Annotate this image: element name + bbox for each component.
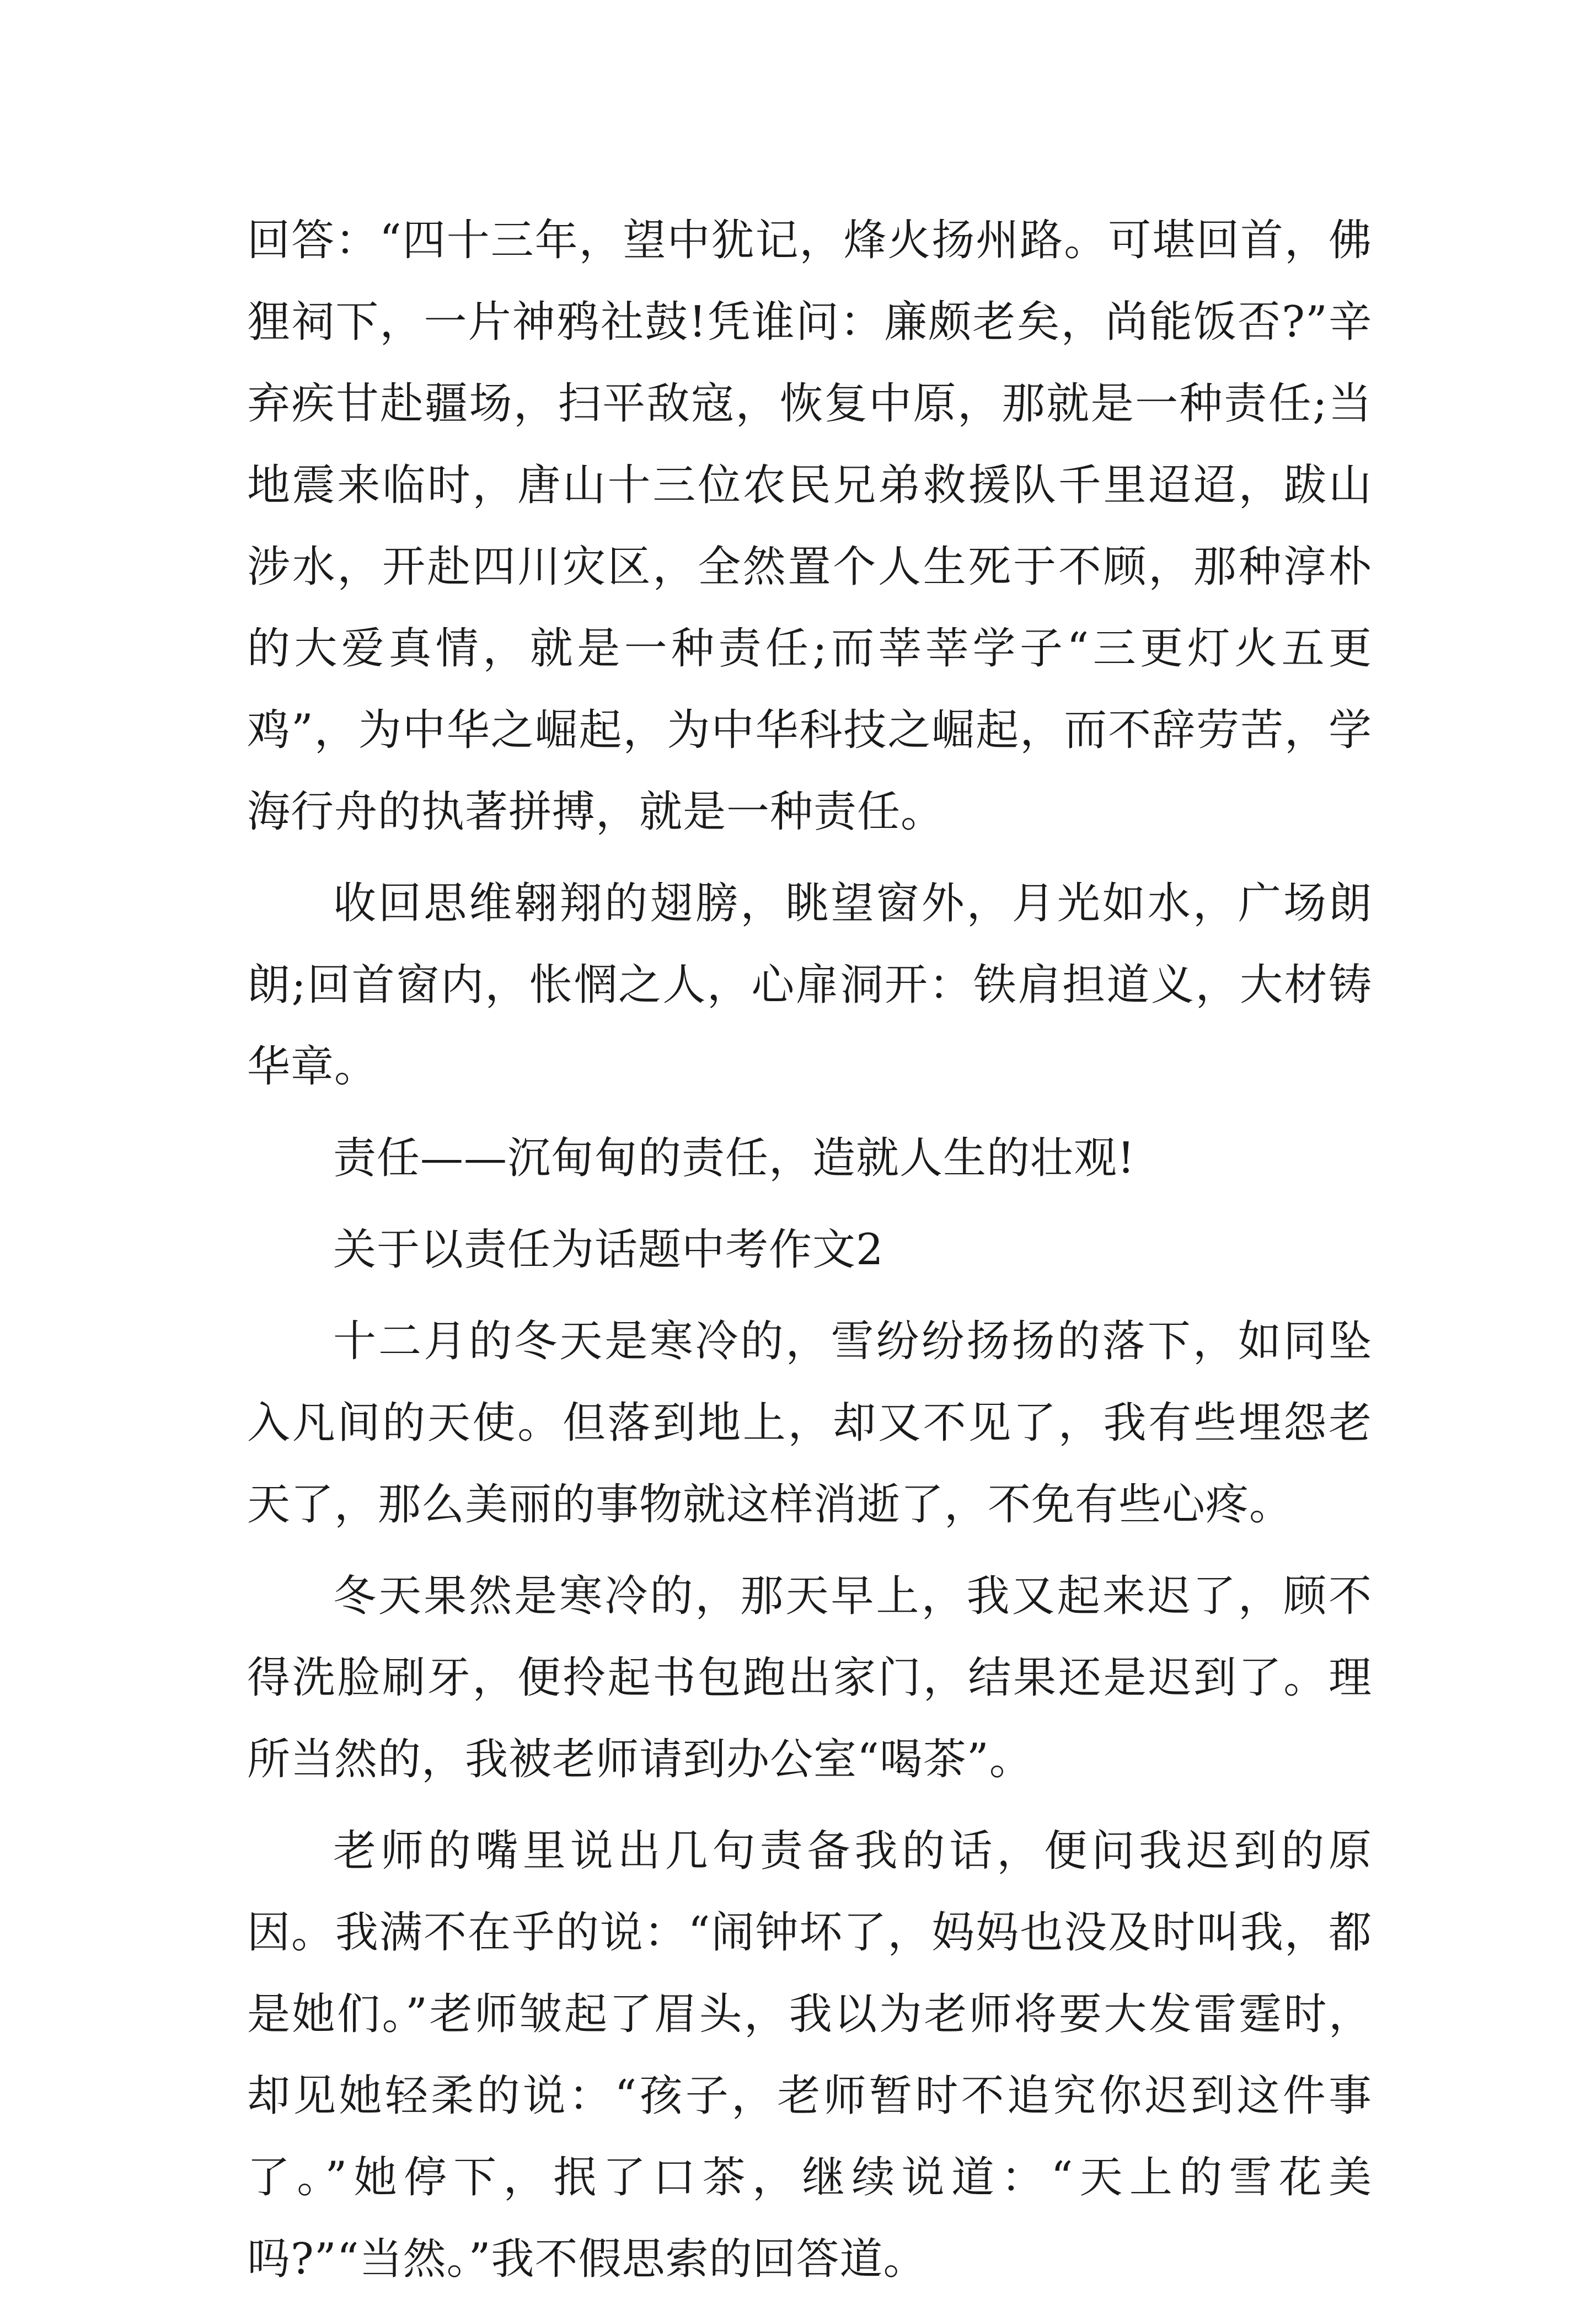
section-title: 关于以责任为话题中考作文2 [333,1225,884,1275]
paragraph-3: 责任——沉甸甸的责任，造就人生的壮观! [333,1133,1136,1183]
paragraph-2: 收回思维翱翔的翅膀，眺望窗外，月光如水，广场朗朗;回首窗内，怅惘之人，心扉洞开：铁肩担道义，大材铸华章。 [247,879,1372,1092]
paragraph-5: 十二月的冬天是寒冷的，雪纷纷扬扬的落下，如同坠入凡间的天使。但落到地上，却又不见了，我有些埋怨老天了，那么美丽的事物就这样消逝了，不免有些心疼。 [247,1317,1372,1530]
paragraph-7: 老师的嘴里说出几句责备我的话，便问我迟到的原因。我满不在乎的说：“闹钟坏了，妈妈也没及时叫我，都是她们。”老师皱起了眉头，我以为老师将要大发雷霆时，却见她轻柔的说：“孩子，老师暂时不追究你迟到这件事了。”她停下，抿了口茶，继续说道：“天上的雪花美吗?”“当然。”我不假思索的回答道。 [247,1826,1372,2284]
paragraph-1: 回答：“四十三年，望中犹记，烽火扬州路。可堪回首，佛狸祠下，一片神鸦社鼓!凭谁问：廉颇老矣，尚能饭否?”辛弃疾甘赴疆场，扫平敌寇，恢复中原，那就是一种责任;当地震来临时，唐山十三位农民兄弟救援队千里迢迢，跋山涉水，开赴四川灾区，全然置个人生死于不顾，那种淳朴的大爱真情，就是一种责任;而莘莘学子“三更灯火五更鸡”，为中华之崛起，为中华科技之崛起，而不辞劳苦，学海行舟的执著拼搏，就是一种责任。 [247,216,1372,837]
document-body [247,200,1372,2310]
paragraph-6: 冬天果然是寒冷的，那天早上，我又起来迟了，顾不得洗脸刷牙，便拎起书包跑出家门，结果还是迟到了。理所当然的，我被老师请到办公室“喝茶”。 [247,1571,1372,1784]
